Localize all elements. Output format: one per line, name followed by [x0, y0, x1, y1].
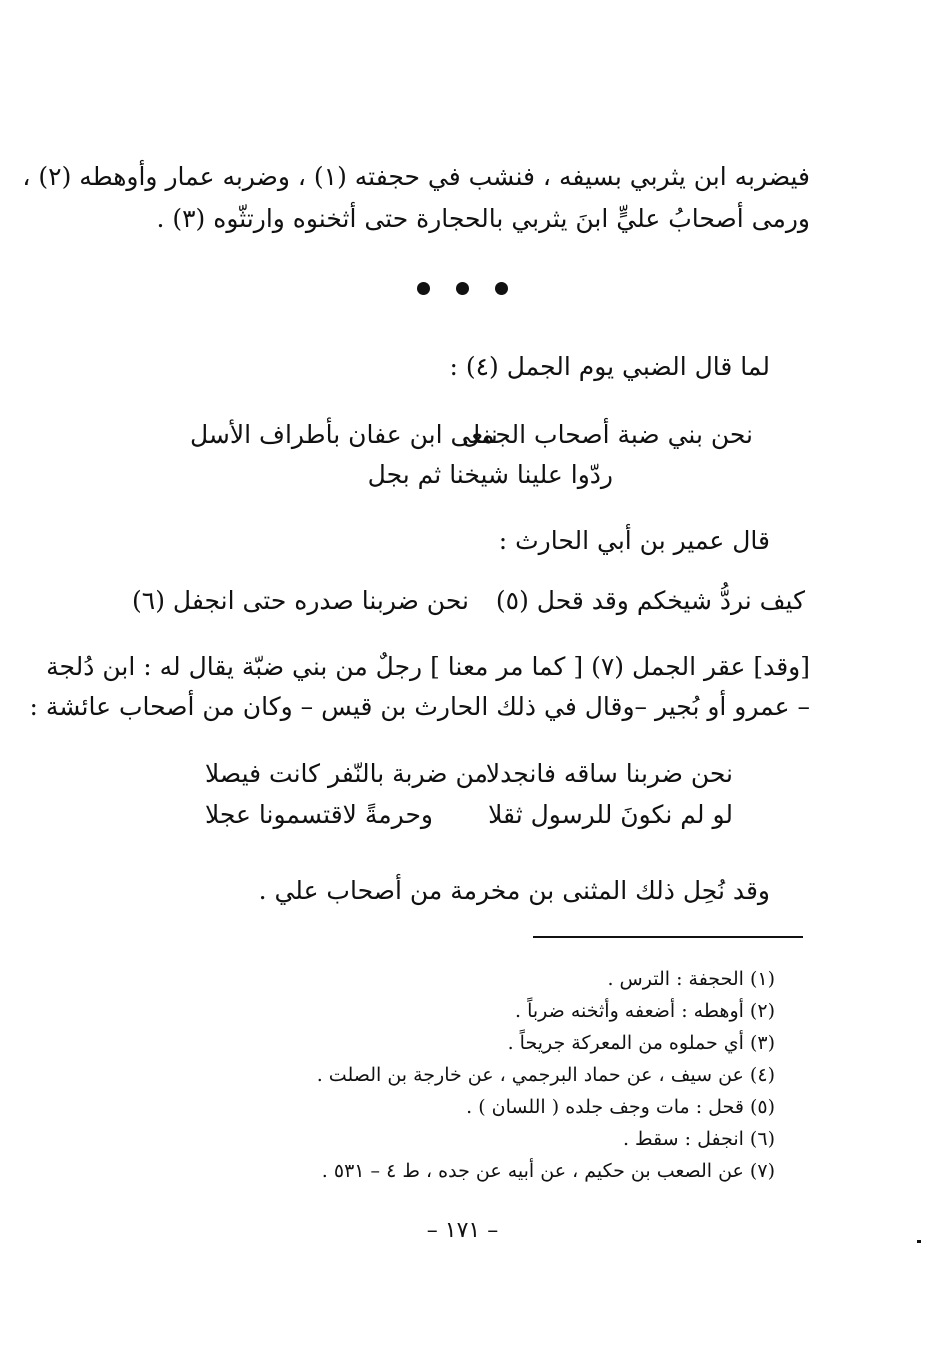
intro-line-2: قال عمير بن أبي الحارث :	[498, 526, 770, 555]
footnote-5: (٥) قحل : مات وجف جلده ( اللسان ) .	[466, 1096, 775, 1118]
poem2-hemistich-a: كيف نردُّ شيخكم وقد قحل (٥)	[495, 586, 805, 615]
footnote-1: (١) الحجفة : الترس .	[607, 968, 775, 990]
poem1-hemistich-c: ردّوا علينا شيخنا ثم بجل	[367, 460, 613, 489]
footnote-2: (٢) أوهطه : أضعفه وأثخنه ضرباً .	[515, 1000, 775, 1022]
section-divider	[0, 280, 925, 299]
paragraph-line-1: [وقد] عقر الجمل (٧) [ كما مر معنا ] رجلٌ من بني ضبّة يقال له : ابن دُلجة	[46, 652, 810, 681]
divider-dot	[417, 282, 430, 295]
poem3-hemistich-d: وحرمةً لاقتسمونا عجلا	[205, 800, 433, 829]
poem1-hemistich-a: نحن بني ضبة أصحاب الجمل	[462, 420, 753, 449]
intro-line-1: لما قال الضبي يوم الجمل (٤) :	[449, 352, 770, 381]
footnote-separator	[533, 936, 803, 938]
paragraph-line-2: – عمرو أو بُجير –وقال في ذلك الحارث بن قيس – وكان من أصحاب عائشة :	[29, 692, 810, 721]
footnote-3: (٣) أي حملوه من المعركة جريحاً .	[507, 1032, 775, 1054]
poem3-hemistich-a: نحن ضربنا ساقه فانجدلا	[485, 759, 733, 788]
scan-speck	[917, 1240, 921, 1243]
poem2-hemistich-b: نحن ضربنا صدره حتى انجفل (٦)	[132, 586, 469, 615]
divider-dot	[495, 282, 508, 295]
poem1-hemistich-b: ننعى ابن عفان بأطراف الأسل	[190, 420, 498, 449]
poem3-hemistich-c: لو لم نكونَ للرسول ثقلا	[488, 800, 733, 829]
body-line-1: فيضربه ابن يثربي بسيفه ، فنشب في حجفته (١) ، وضربه عمار وأوهطه (٢) ،	[22, 162, 810, 191]
divider-dot	[456, 282, 469, 295]
footnote-7: (٧) عن الصعب بن حكيم ، عن أبيه عن جده ، ط ٤ – ٥٣١ .	[321, 1160, 775, 1182]
poem3-hemistich-b: من ضربة بالنّفر كانت فيصلا	[205, 759, 488, 788]
page-number: – ١٧١ –	[426, 1218, 499, 1243]
footnote-4: (٤) عن سيف ، عن حماد البرجمي ، عن خارجة بن الصلت .	[316, 1064, 775, 1086]
body-line-2: ورمى أصحابُ عليٍّ ابنَ يثربي بالحجارة حتى أثخنوه وارتثّوه (٣) .	[156, 204, 810, 233]
closing-line: وقد نُحِل ذلك المثنى بن مخرمة من أصحاب علي .	[258, 876, 770, 905]
footnote-6: (٦) انجفل : سقط .	[622, 1128, 775, 1150]
